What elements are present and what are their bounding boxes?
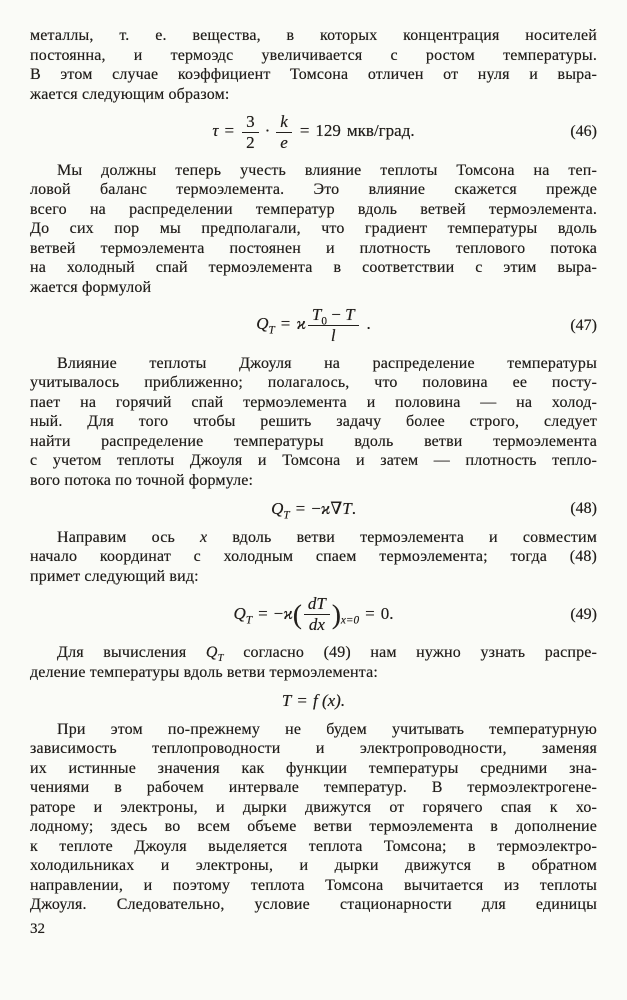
text-line: найти распределение температуры вдоль ветви термоэлемента (30, 432, 597, 450)
text-line: холодильниках и электроны, и дырки движутся в обратном (30, 857, 597, 875)
equation-body (233, 594, 394, 635)
equals-sign: = (258, 603, 268, 623)
text-line: к теплоте Джоуля выделяется теплота Томсона; в термоэлектро- (30, 837, 597, 855)
text-line: их истинные значения как функции температуры средними зна- (30, 759, 597, 777)
q-subscript: T (268, 324, 275, 337)
q-symbol: Q (271, 499, 284, 519)
text-line: на холодный спай термоэлемента в соответствии с этим выра- (30, 259, 597, 277)
paragraph-3 (30, 354, 597, 491)
text-line: До сих пор мы предполагали, что градиент температуры вдоль (30, 220, 597, 238)
evaluation-condition: x=0 (340, 614, 360, 627)
equation-49 (30, 595, 597, 634)
text-line: начало координат с холодным спаем термоэлемента; тогда (48) (30, 548, 597, 566)
text-line: Влияние теплоты Джоуля на распределение температуры (57, 354, 597, 372)
t-symbol: T (281, 691, 292, 711)
tau-symbol: τ (212, 121, 219, 141)
value: 0. (380, 603, 394, 623)
equation-number: (48) (570, 499, 597, 517)
text-line: ный. Для того чтобы решить задачу более строго, следует (30, 413, 597, 431)
text-line: направлении, и поэтому теплота Томсона вычитается из теплоты (30, 876, 597, 894)
text-line: Для вычисления $Q_T$ согласно (49) нам нужно узнать распре- (57, 644, 598, 665)
q-symbol: Q (205, 644, 218, 662)
text-line: ветвей термоэлемента постоянен и плотность теплового потока (30, 239, 597, 257)
paragraph-5 (30, 643, 597, 682)
q-subscript: T (217, 653, 224, 665)
equation-body (271, 499, 356, 522)
x-variable: x (200, 528, 208, 546)
q-symbol: Q (233, 603, 246, 623)
text-line: лодному; здесь во всем объеме ветви термоэлемента в дополнение (30, 818, 597, 836)
text-line: с учетом теплоты Джоуля и Томсона и затем — плотность тепло- (30, 452, 597, 470)
t-symbol: T (342, 499, 352, 519)
equation-body (256, 305, 371, 346)
fraction: $\frac{dT}{dx}$ (304, 595, 330, 634)
text-line: раторе и электроны, и дырки движутся от горячего спая к хо- (30, 798, 597, 816)
text-line: ловой баланс термоэлемента. Это влияние скажется прежде (30, 181, 597, 199)
paragraph-6 (30, 720, 597, 915)
equals-sign: = (297, 691, 307, 711)
kappa-symbol: ϰ (320, 499, 331, 519)
equation-body (282, 691, 345, 710)
fraction: $\frac{k}{e}$ (276, 113, 292, 152)
equation-number: (47) (570, 316, 597, 334)
equation-48 (30, 499, 597, 522)
q-subscript: T (245, 614, 253, 627)
left-paren: ( (292, 599, 302, 630)
nabla-symbol: ∇ (330, 499, 343, 519)
text-line: вого потока по точной формуле: (30, 471, 254, 489)
text-line: жается следующим образом: (30, 85, 230, 103)
equation-47 (30, 306, 597, 345)
equals-sign: = (295, 499, 306, 519)
kappa-symbol: ϰ (283, 603, 293, 623)
equation-number: (49) (570, 605, 597, 623)
q-symbol: Q (256, 314, 269, 334)
text-line: примет следующий вид: (30, 567, 199, 585)
equation-46 (30, 113, 597, 152)
text-line: учитывалось приближенно; полагалось, что половина ее посту- (30, 374, 597, 392)
equals-sign: = (365, 603, 375, 623)
equation-number: (46) (570, 123, 597, 141)
equals-sign: = (224, 121, 235, 141)
right-paren: ) (331, 599, 341, 630)
period: . (366, 314, 371, 334)
text-line: чениями в рабочем интервале температур. В термоэлектрогене- (30, 779, 597, 797)
period: . (351, 499, 356, 519)
equation-body (212, 112, 415, 152)
minus-sign: − (273, 603, 284, 623)
text-line: В этом случае коэффициент Томсона отличен от нуля и выра- (30, 66, 597, 83)
value: 129 (315, 121, 341, 141)
text-line: Джоуля. Следовательно, условие стационарности для единицы (30, 896, 597, 914)
text-line: Направим ось x вдоль ветви термоэлемента и совместим (57, 528, 597, 546)
text-line: жается формулой (30, 278, 152, 296)
unit-label: мкв/град. (346, 121, 415, 141)
minus-sign: − (311, 499, 321, 519)
text-line: металлы, т. е. вещества, в которых концентрация носителей (30, 27, 597, 44)
equation-t-fx (30, 691, 597, 711)
equals-sign: = (299, 121, 310, 141)
dot-operator: · (264, 121, 271, 141)
paragraph-2 (30, 161, 597, 298)
text-line: Мы должны теперь учесть влияние теплоты Томсона на теп- (57, 161, 597, 179)
text-line: деление температуры вдоль ветви термоэлемента: (30, 663, 378, 681)
fraction: $\frac{3}{2}$ (242, 113, 259, 152)
equals-sign: = (280, 314, 291, 334)
text-line: зависимость теплопроводности и электропроводности, заменяя (30, 740, 597, 758)
page-number: 32 (30, 920, 45, 937)
paragraph-1 (30, 26, 597, 104)
text-line: При этом по-прежнему не будем учитывать температурную (57, 720, 597, 738)
text-line: всего на распределении температур вдоль ветвей термоэлемента. (30, 200, 597, 218)
kappa-symbol: ϰ (296, 314, 306, 334)
text-line: постоянна, и термоэдс увеличивается с ростом температуры. (30, 46, 597, 64)
paragraph-4 (30, 528, 597, 587)
text-line: пает на горячий спай термоэлемента и половина — на холод- (30, 393, 597, 411)
function-expression: f (x). (312, 691, 346, 711)
fraction: $\frac{T_0 - T}{l}$ (308, 306, 359, 345)
q-subscript: T (283, 509, 290, 522)
